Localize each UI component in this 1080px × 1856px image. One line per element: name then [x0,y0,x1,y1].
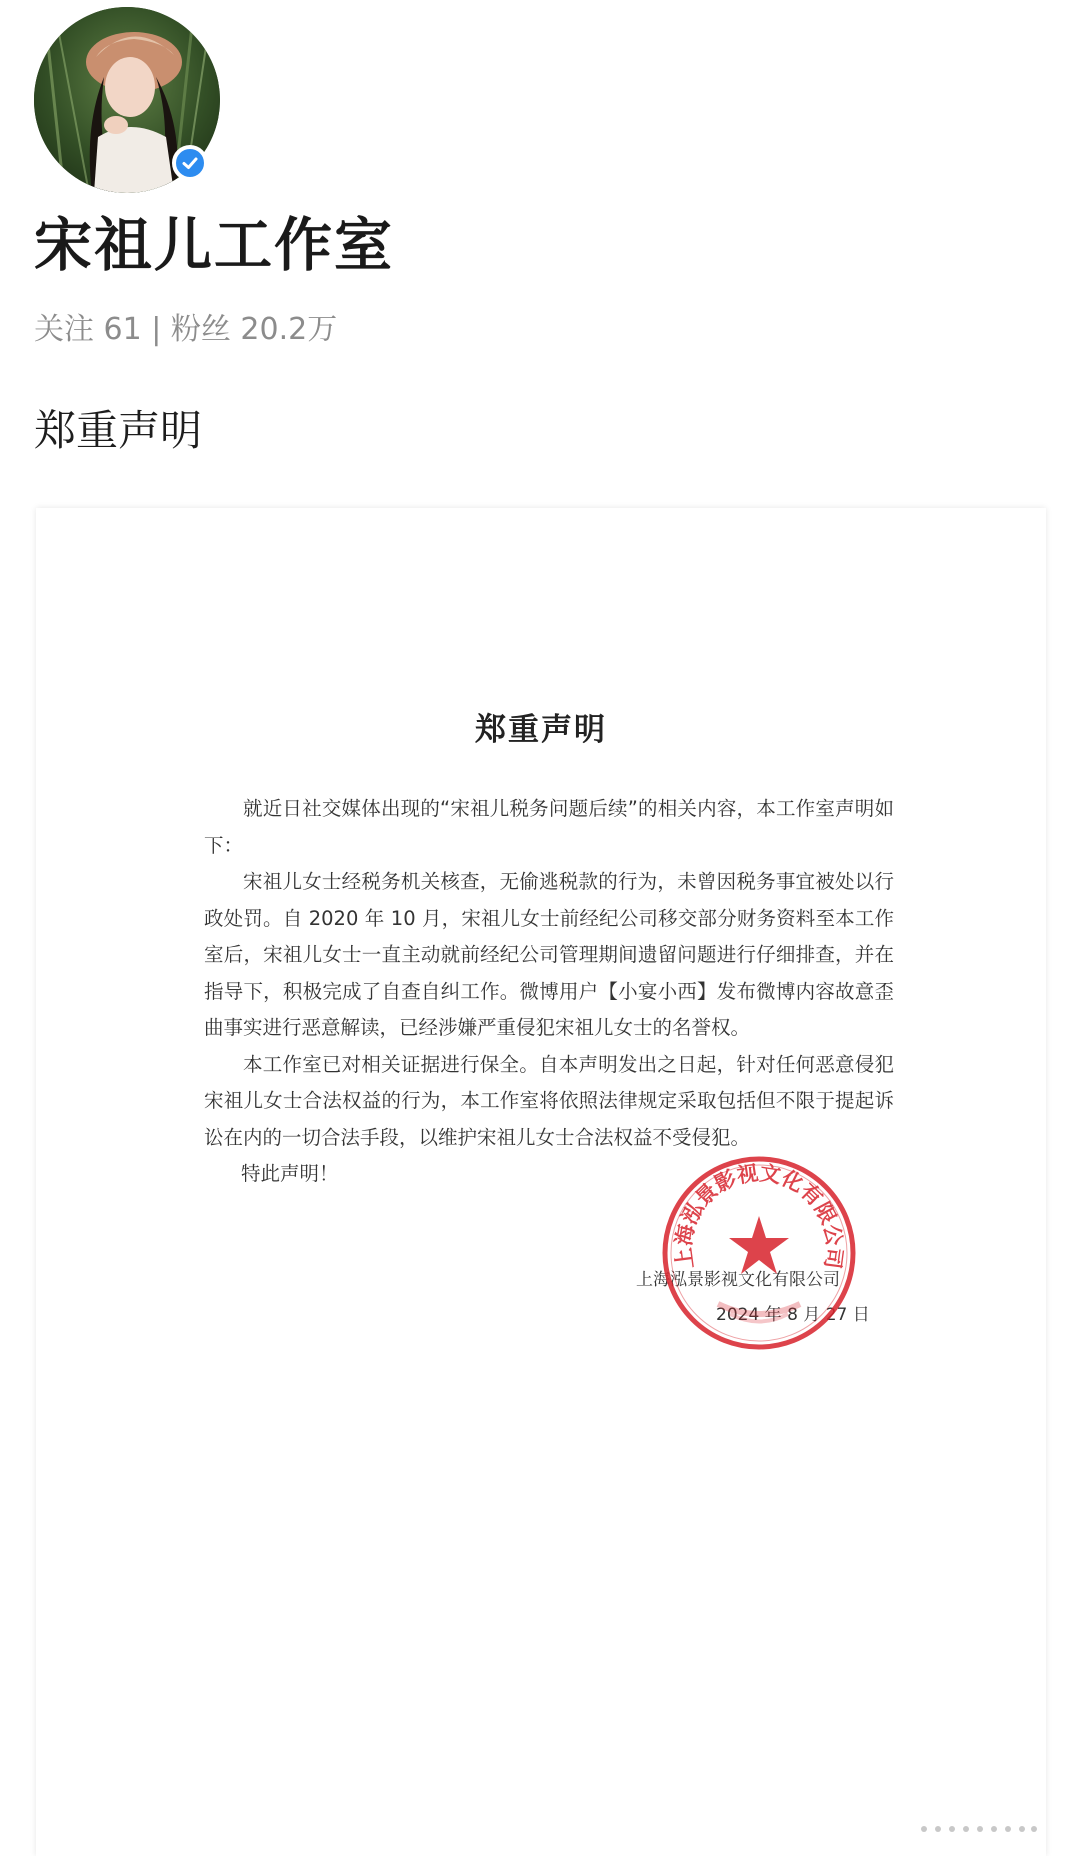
watermark-dots [916,1820,1040,1838]
document-company: 上海泓景影视文化有限公司 [636,1270,840,1290]
post-title: 郑重声明 [34,406,203,455]
profile-stats[interactable]: 关注 61 | 粉丝 20.2万 [34,312,338,347]
document-date: 2024 年 8 月 27 日 [716,1305,870,1325]
document-paragraph: 本工作室已对相关证据进行保全。自本声明发出之日起，针对任何恶意侵犯宋祖儿女士合法权益的行为，本工作室将依照法律规定采取包括但不限于提起诉讼在内的一切合法手段，以维护宋祖儿女士合法权益不受侵犯。 [204,1052,894,1149]
seal-text: 上海泓景影视文化有限公司 [671,1160,847,1271]
document-paragraph: 宋祖儿女士经税务机关核查，无偷逃税款的行为，未曾因税务事宜被处以行政处罚。自 2020 年 10 月，宋祖儿女士前经纪公司移交部分财务资料至本工作室后，宋祖儿女士一直主动就前经纪公司管理期间遗留问题进行仔细排查，并在指导下，积极完成了自查自纠工作。微博用户【小宴小西】发布微博内容故意歪曲事实进行恶意解读，已经涉嫌严重侵犯宋祖儿女士的名誉权。 [204,870,894,1039]
verified-check-icon [172,145,208,181]
profile-name[interactable]: 宋祖儿工作室 [34,211,395,279]
statement-document-image[interactable] [36,508,1046,1856]
document-closing: 特此声明！ [241,1162,339,1185]
document-title: 郑重声明 [475,712,607,748]
company-seal-stamp [660,1154,858,1352]
document-body [204,791,894,1156]
document-paragraph: 就近日社交媒体出现的“宋祖儿税务问题后续”的相关内容，本工作室声明如下： [204,797,894,857]
